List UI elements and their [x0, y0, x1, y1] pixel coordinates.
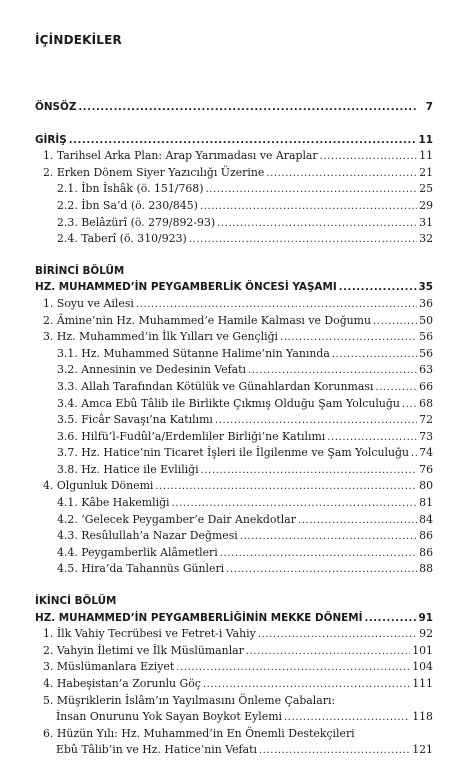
part-label: İKİNCİ BÖLÜM: [35, 595, 117, 608]
dot-leader: [258, 627, 417, 644]
toc-entry[interactable]: [35, 495, 433, 512]
dot-leader: [411, 446, 417, 463]
toc-entry-onsoz[interactable]: [35, 99, 433, 116]
toc-entry[interactable]: [35, 396, 433, 413]
toc-entry[interactable]: [35, 165, 433, 182]
dot-leader: [327, 430, 417, 447]
page-number: 101: [412, 643, 433, 657]
dot-leader: [266, 166, 417, 183]
toc-entry[interactable]: [35, 181, 433, 198]
entry-title: 3.2. Annesinin ve Dedesinin Vefatı: [57, 363, 247, 377]
entry-title: 2. Vahyin İletimi ve İlk Müslümanlar: [43, 643, 244, 657]
dot-leader: [284, 710, 410, 727]
page-number: 66: [419, 379, 433, 393]
dot-leader: [320, 149, 417, 166]
toc-entry[interactable]: [35, 709, 433, 726]
entry-title: 3.4. Amca Ebû Tâlib ile Birlikte Çıkmış Olduğu Şam Yolculuğu: [57, 396, 400, 410]
toc-entry[interactable]: [35, 231, 433, 248]
page-number: 72: [419, 413, 433, 427]
entry-title: 2.2. İbn Sa’d (ö. 230/845): [57, 198, 198, 212]
part-label: BİRİNCİ BÖLÜM: [35, 264, 125, 277]
toc-entry[interactable]: [35, 379, 433, 396]
dot-leader: [298, 513, 417, 530]
entry-title: 3.6. Hilfü’l-Fudûl’a/Erdemliler Birliği’ne Katılımı: [57, 429, 326, 443]
page-number: 68: [419, 396, 433, 410]
dot-leader: [136, 297, 417, 314]
toc-entry[interactable]: [35, 215, 433, 232]
page-number: 11: [419, 149, 433, 163]
page-title: İÇİNDEKİLER: [35, 33, 122, 47]
entry-title: 4.5. Hira’da Tahannüs Günleri: [57, 562, 225, 576]
entry-title-cont: Ebû Tâlib’in ve Hz. Hatice’nin Vefatı: [56, 743, 257, 757]
page-number: 32: [419, 232, 433, 246]
page-number: 88: [419, 562, 433, 576]
dot-leader: [246, 644, 410, 661]
toc-entry[interactable]: [35, 626, 433, 643]
toc-entry[interactable]: [35, 561, 433, 578]
dot-leader: [69, 133, 417, 150]
dot-leader: [205, 182, 417, 199]
page-number: 111: [412, 677, 433, 690]
entry-title: 1. İlk Vahiy Tecrübesi ve Fetret-i Vahiy: [43, 627, 256, 641]
entry-title: 2.1. İbn İshâk (ö. 151/768): [57, 182, 204, 196]
entry-title: 3.1. Hz. Muhammed Sütanne Halime’nin Yanında: [57, 346, 330, 360]
toc-entry[interactable]: [35, 329, 433, 346]
page-number: 81: [419, 496, 433, 510]
dot-leader: [78, 100, 417, 117]
toc-entry[interactable]: [35, 313, 433, 330]
entry-title: ÖNSÖZ: [35, 101, 77, 113]
toc-entry[interactable]: [35, 412, 433, 429]
entry-title: 4.1. Kâbe Hakemliği: [57, 496, 170, 510]
dot-leader: [240, 529, 417, 546]
page-number: 63: [419, 363, 433, 377]
entry-title: 2. Erken Dönem Siyer Yazıcılığı Üzerine: [43, 165, 265, 179]
page-number: 29: [419, 198, 433, 212]
page-number: 11: [418, 133, 433, 146]
entry-title: 3. Hz. Muhammed’in İlk Yılları ve Gençliği: [43, 330, 279, 344]
toc-entry[interactable]: [35, 296, 433, 313]
entry-title: 1. Soyu ve Ailesi: [43, 296, 134, 310]
entry-title: 3.5. Ficâr Savaşı’na Katılımı: [57, 413, 213, 427]
toc-entry-line1[interactable]: 6. Hüzün Yılı: Hz. Muhammed’in En Önemli Destekçileri: [43, 726, 355, 740]
dot-leader: [217, 216, 417, 233]
page-number: 25: [419, 182, 433, 196]
page-number: 104: [412, 660, 433, 674]
toc-entry[interactable]: [35, 462, 433, 479]
entry-title: 4.3. Resûlullah’a Nazar Değmesi: [57, 529, 238, 543]
page-number: 91: [418, 611, 433, 624]
entry-title: 4. Habeşistan’a Zorunlu Göç: [43, 677, 201, 690]
page-number: 74: [419, 446, 433, 460]
dot-leader: [280, 330, 417, 347]
page-number: 118: [412, 710, 433, 724]
dot-leader: [375, 380, 417, 397]
dot-leader: [203, 677, 410, 694]
toc-entry[interactable]: [35, 742, 433, 759]
entry-title: HZ. MUHAMMED’İN PEYGAMBERLİK ÖNCESİ YAŞAMI: [35, 281, 337, 294]
page-number: 84: [419, 512, 433, 526]
toc-entry[interactable]: [35, 512, 433, 529]
dot-leader: [172, 496, 417, 513]
toc-entry-giris[interactable]: [35, 132, 433, 149]
entry-title: 3.8. Hz. Hatice ile Evliliği: [57, 462, 199, 476]
toc-entry[interactable]: [35, 676, 433, 693]
dot-leader: [248, 363, 417, 380]
dot-leader: [259, 743, 410, 760]
entry-title: 4.2. ‘Gelecek Peygamber’e Dair Anekdotlar: [57, 512, 296, 526]
toc-entry[interactable]: [35, 198, 433, 215]
toc-entry[interactable]: [35, 445, 433, 462]
entry-title: HZ. MUHAMMED’İN PEYGAMBERLİĞİNİN MEKKE DÖNEMİ: [35, 611, 363, 624]
dot-leader: [402, 397, 417, 414]
dot-leader: [373, 314, 417, 331]
dot-leader: [220, 546, 417, 563]
dot-leader: [332, 347, 417, 364]
page-number: 36: [419, 296, 433, 310]
dot-leader: [226, 562, 417, 579]
entry-title: 4. Olgunluk Dönemi: [43, 479, 154, 493]
entry-title: 2. Âmine’nin Hz. Muhammed’e Hamile Kalması ve Doğumu: [43, 313, 372, 327]
dot-leader: [364, 611, 416, 628]
page-number: 86: [419, 545, 433, 559]
dot-leader: [155, 479, 417, 496]
toc-entry[interactable]: [35, 346, 433, 363]
page-number: 86: [419, 529, 433, 543]
dot-leader: [339, 280, 417, 297]
page-number: 21: [419, 165, 433, 179]
entry-title: GİRİŞ: [35, 133, 67, 146]
toc-entry[interactable]: [35, 528, 433, 545]
page-number: 92: [419, 627, 433, 641]
entry-title: 4.4. Peygamberlik Alâmetleri: [57, 545, 218, 559]
dot-leader: [176, 660, 410, 677]
page-number: 31: [419, 215, 433, 229]
entry-title: 1. Tarihsel Arka Plan: Arap Yarımadası ve Araplar: [43, 149, 318, 163]
entry-title: 2.3. Belâzürî (ö. 279/892-93): [57, 215, 216, 229]
toc-entry[interactable]: [35, 362, 433, 379]
page-number: 56: [419, 346, 433, 360]
page-number: 7: [425, 101, 433, 113]
toc-entry-line1[interactable]: 5. Müşriklerin İslâm’ın Yayılmasını Önleme Çabaları:: [43, 693, 336, 707]
page-number: 56: [419, 330, 433, 344]
toc-entry-part2[interactable]: [35, 610, 433, 627]
dot-leader: [200, 199, 417, 216]
toc-entry[interactable]: [35, 643, 433, 660]
entry-title: 3. Müslümanlara Eziyet: [43, 660, 175, 674]
entry-title: 3.3. Allah Tarafından Kötülük ve Günahlardan Korunması: [57, 379, 374, 393]
toc-entry[interactable]: [35, 659, 433, 676]
toc-entry[interactable]: [35, 148, 433, 165]
page-number: 80: [419, 479, 433, 493]
dot-leader: [215, 413, 417, 430]
page-number: 76: [419, 462, 433, 476]
dot-leader: [189, 232, 417, 249]
toc-entry[interactable]: [35, 545, 433, 562]
entry-title: 2.4. Taberî (ö. 310/923): [57, 232, 187, 246]
toc-entry[interactable]: [35, 429, 433, 446]
table-of-contents: [35, 99, 433, 759]
page-number: 50: [419, 313, 433, 327]
page-number: 35: [418, 281, 433, 294]
toc-entry-part1[interactable]: [35, 279, 433, 296]
toc-entry[interactable]: [35, 478, 433, 495]
entry-title-cont: İnsan Onurunu Yok Sayan Boykot Eylemi: [56, 710, 283, 724]
entry-title: 3.7. Hz. Hatice’nin Ticaret İşleri ile İlgilenme ve Şam Yolculuğu: [57, 446, 409, 460]
page-number: 121: [412, 743, 433, 757]
dot-leader: [201, 463, 417, 480]
page-number: 73: [419, 429, 433, 443]
